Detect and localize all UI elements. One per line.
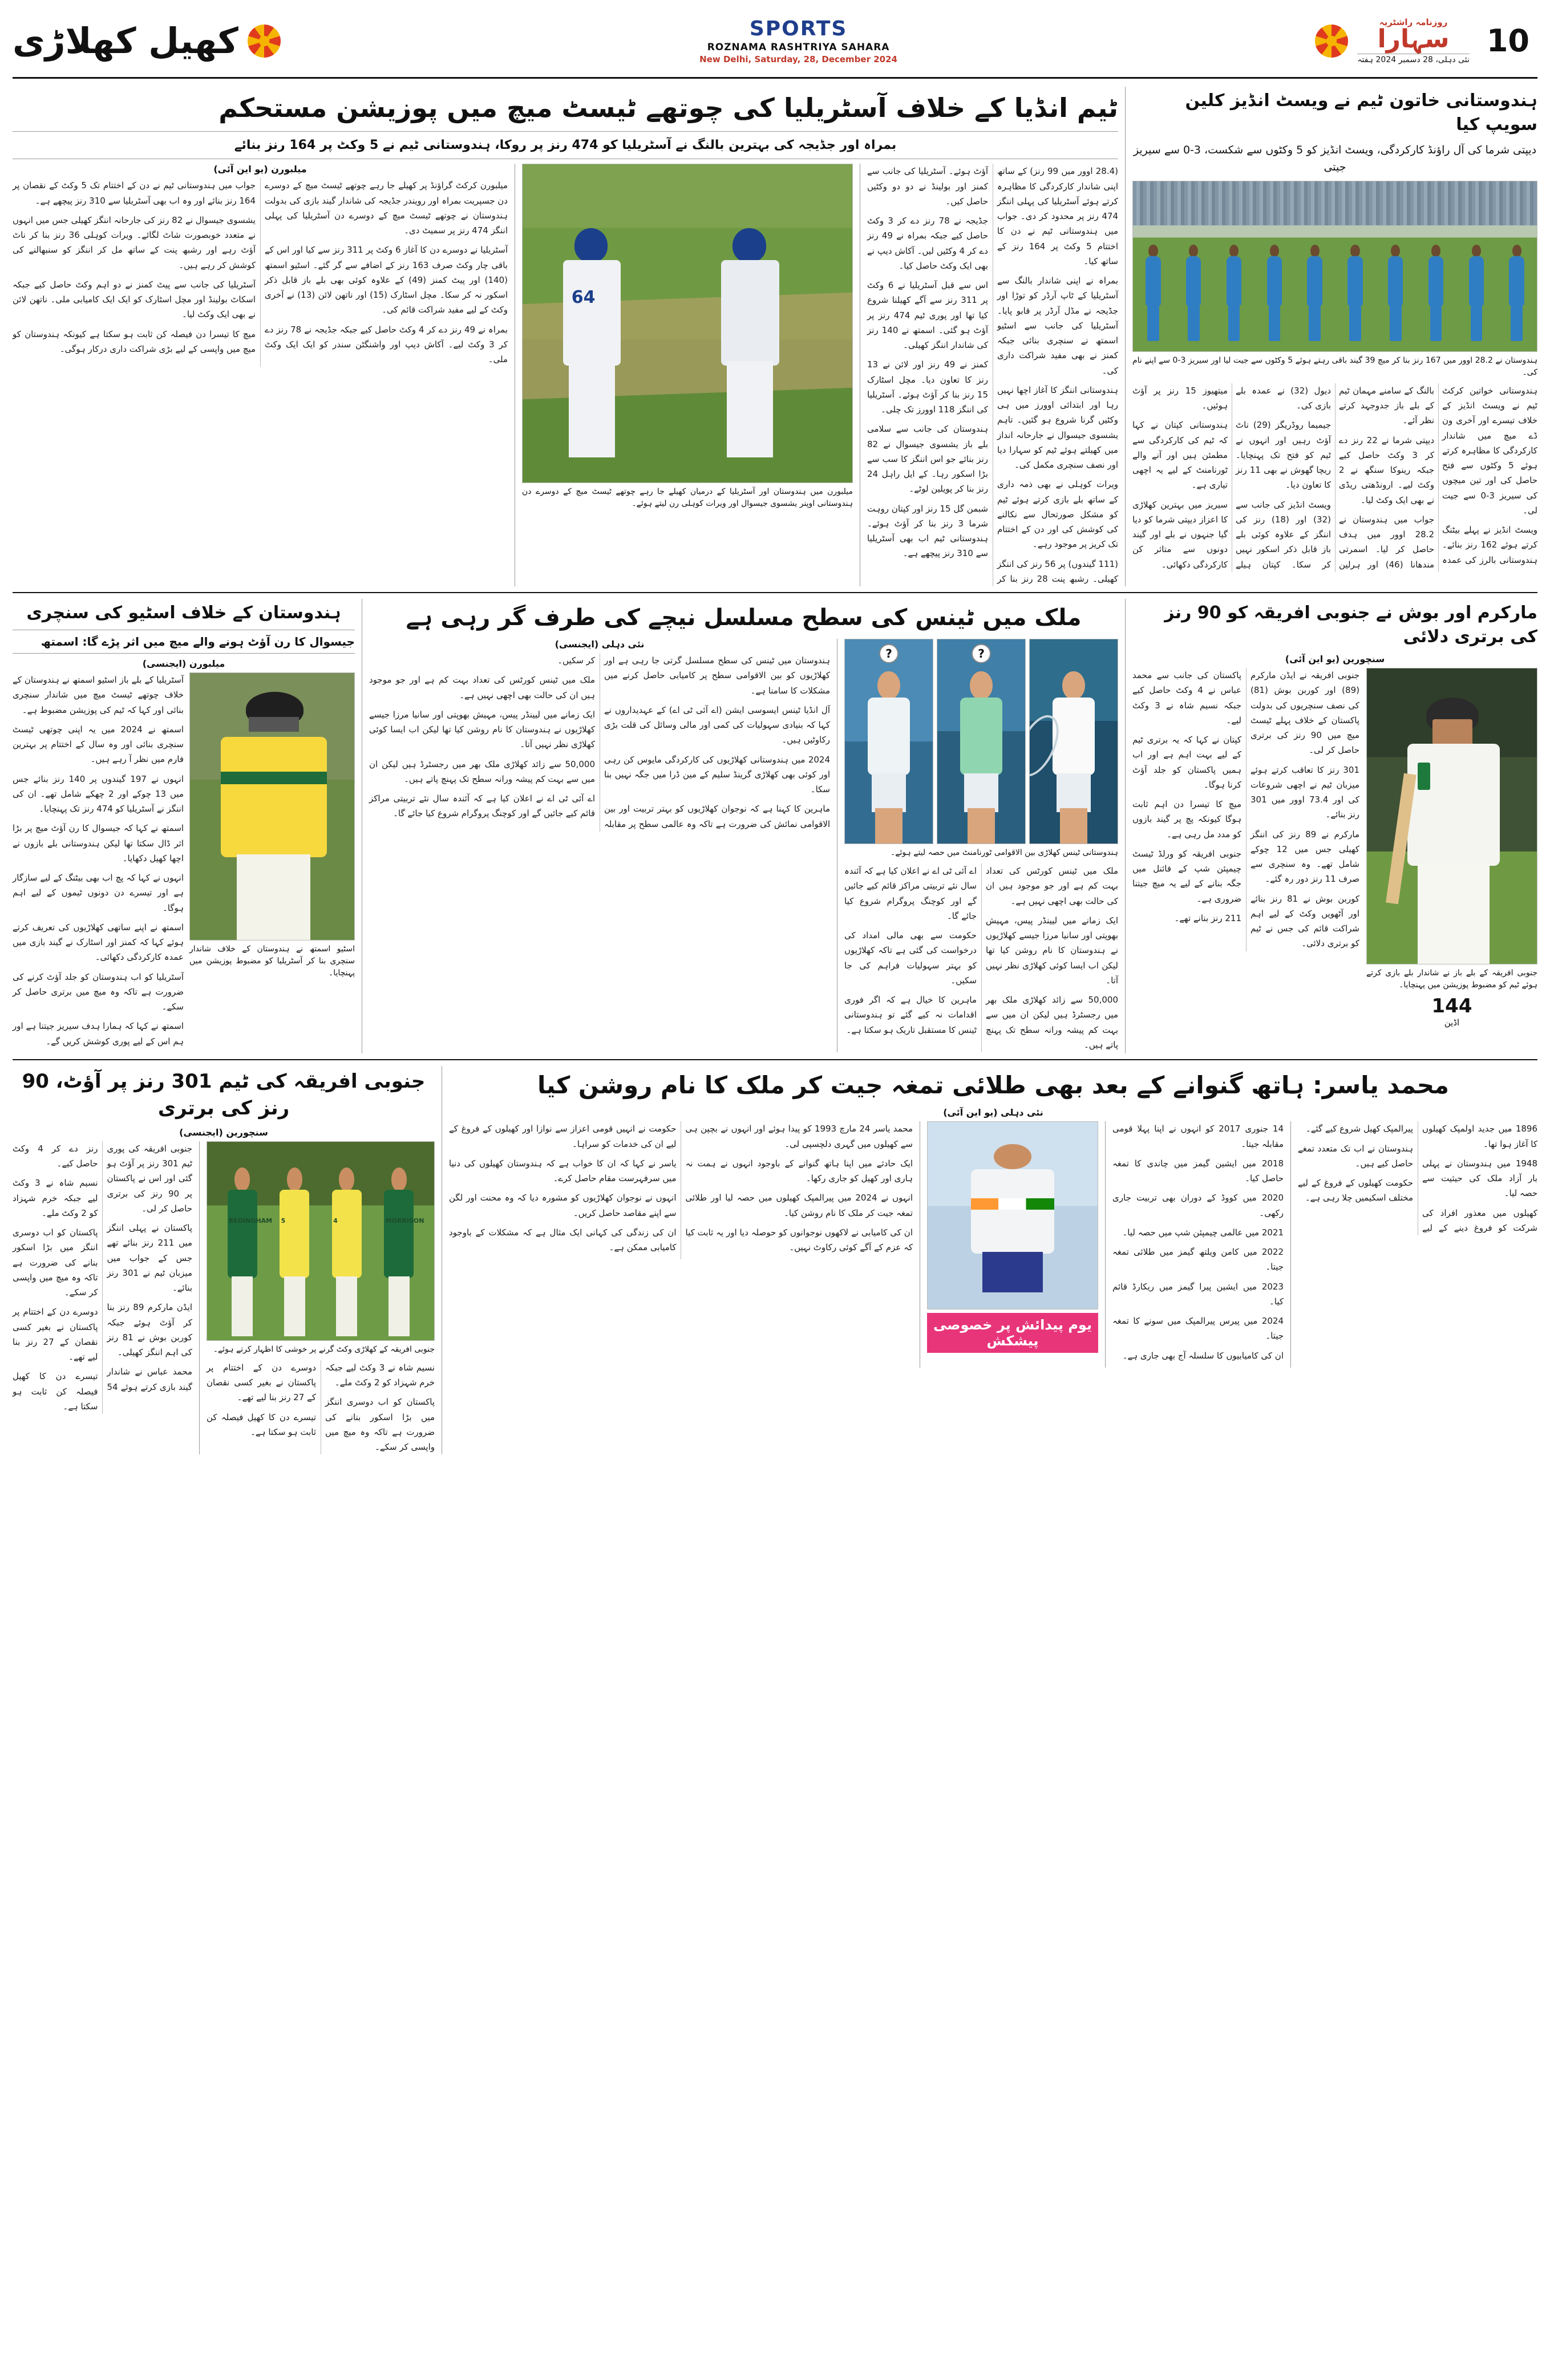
- yasir-story: [449, 1066, 1537, 1455]
- lead-para: ہندوستان کی جانب سے سلامی بلے باز یشسوی جیسوال نے 82 رنز بنائے جو اس اننگز کا سب سے بڑا اسکور رہا۔ کے ایل راہل 24 رنز بنا کر پویلین لوٹے۔: [867, 424, 988, 494]
- paper-date-en: New Delhi, Saturday, 28, December 2024: [699, 54, 897, 64]
- smith-story: [13, 599, 355, 1053]
- section-title-en: SPORTS: [749, 17, 848, 40]
- markram-stat-label: اڈین: [1444, 1017, 1460, 1028]
- logo-main-text: سہارا: [1377, 24, 1450, 54]
- lead-deck: بمراہ اور جڈیجہ کی بہترین بالنگ نے آسٹریلیا کو 474 رنز پر روکا، ہندوستانی ٹیم نے 5 وکٹ پر 164 رنز بنائے: [13, 131, 1118, 159]
- south-africa-batsman-photo: [1366, 668, 1537, 964]
- yasir-para: حکومت نے انہیں قومی اعزاز سے نوازا اور کھیلوں کے فروغ کے لیے ان کی خدمات کو سراہا۔: [449, 1124, 677, 1149]
- sa301-para: دوسرے دن کے اختتام پر پاکستان نے بغیر کسی نقصان کے 27 رنز بنا لیے تھے۔: [207, 1362, 316, 1403]
- markram-para: جنوبی افریقہ کو ورلڈ ٹیسٹ چیمپئن شپ کے فائنل میں جگہ بنانے کے لیے یہ میچ جیتنا ضروری ہے۔: [1132, 848, 1241, 904]
- masthead-left: [1310, 10, 1537, 71]
- smith-subhead: جیسوال کا رن آؤٹ ہونے والے میچ میں اثر پڑے گا: اسمتھ: [13, 630, 355, 654]
- lead-side-para: میلبورن کرکٹ گراؤنڈ پر کھیلے جا رہے چوتھے ٹیسٹ میچ کے دوسرے دن جسپریت بمراہ اور رویندر جڈیجہ کی شاندار گیند بازی کی بدولت ہندوستان نے چوتھے ٹیسٹ میچ کے دوسرے دن آسٹریلیا کی پہلی اننگز 474 رنز پر سمیٹ دی۔: [265, 180, 508, 236]
- birthday-special-band: یوم پیدائش پر خصوصی پیشکش: [927, 1313, 1098, 1353]
- yasir-list-item: 2018 میں ایشین گیمز میں چاندی کا تمغہ حاصل کیا۔: [1112, 1158, 1284, 1184]
- markram-para: کوربن بوش نے 81 رنز بنائے اور آٹھویں وکٹ کے لیے اہم شراکت قائم کی جس نے ٹیم کو برتری دلائی۔: [1250, 893, 1359, 949]
- smith-para: آسٹریلیا کے بلے باز اسٹیو اسمتھ نے ہندوستان کے خلاف چوتھے ٹیسٹ میچ میں شاندار سنچری بنائی اور کہا کہ ٹیم کی پوزیشن مضبوط ہے۔: [13, 675, 184, 715]
- sa301-body-right: [13, 1141, 192, 1414]
- tennis-photo-col: [844, 639, 1118, 1052]
- smith-inner: [13, 672, 355, 1053]
- yasir-para: ہندوستان نے اب تک متعدد تمغے حاصل کیے ہیں۔: [1298, 1143, 1413, 1169]
- yasir-main-text: [449, 1121, 913, 1368]
- smith-para: اسمتھ نے کہا کہ ہمارا ہدف سیریز جیتنا ہے اور ہم اس کے لیے پوری کوشش کریں گے۔: [13, 1021, 184, 1047]
- lead-byline: میلبورن (یو این آئی): [213, 164, 307, 175]
- logo-top-text: روزنامہ راشٹریہ: [1379, 17, 1448, 27]
- lead-para: کمنز نے 49 رنز اور لائن نے 13 رنز کا تعاون دیا۔ مچل اسٹارک 15 رنز بنا کر آؤٹ ہوئے۔ آسٹریلیا کی اننگز 118 اوورز تک چلی۔: [867, 359, 988, 415]
- markram-photo-caption: جنوبی افریقہ کے بلے باز نے شاندار بلے بازی کرتے ہوئے ٹیم کو مضبوط پوزیشن میں پہنچایا۔: [1366, 968, 1537, 990]
- lead-para: جڈیجہ نے 78 رنز دے کر 3 وکٹ حاصل کیے جبکہ بمراہ نے 49 رنز دے کر 4 وکٹیں لیں۔ آکاش دیپ نے بھی ایک وکٹ حاصل کیا۔: [867, 216, 989, 271]
- yasir-list-item: 2024 میں پیرس پیرالمپک میں سونے کا تمغہ جیتا۔: [1112, 1316, 1284, 1341]
- sun-flower-icon-2: [248, 25, 281, 58]
- women-para: جواب میں ہندوستان نے 28.2 اوور میں ہدف حاصل کر لیا۔ اسمرتی مندھانا (46) اور ہرلین دیول (32) نے عمدہ بلے بازی کی۔: [1236, 385, 1434, 570]
- markram-para: میچ کا تیسرا دن اہم ثابت ہوگا کیونکہ پچ پر گیند بازوں کو مدد مل رہی ہے۔: [1132, 799, 1241, 840]
- sa301-para: نسیم شاہ نے 3 وکٹ لیے جبکہ خرم شہزاد کو 2 وکٹ ملے۔: [13, 1178, 98, 1218]
- middle-row: [13, 599, 1537, 1053]
- smith-para: انہوں نے کہا کہ پچ اب بھی بیٹنگ کے لیے سازگار ہے اور تیسرے دن دونوں ٹیموں کے لیے اہم ہوگا۔: [13, 873, 184, 913]
- tennis-story: [369, 599, 1118, 1053]
- smith-photo-col: [189, 672, 355, 1053]
- lead-photo-caption: میلبورن میں ہندوستان اور آسٹریلیا کے درمیان کھیلے جا رہے چوتھے ٹیسٹ میچ کے دوسرے دن ہندوستانی اوپنر یشسوی جیسوال اور ویرات کوہلی رن لیتے ہوئے۔: [522, 487, 853, 509]
- masthead-right: [13, 10, 286, 71]
- tennis-inner: [369, 639, 1118, 1052]
- vertical-rule: [1105, 1121, 1106, 1368]
- india-women-team-photo: [1132, 181, 1537, 352]
- kohli-medal-photo: [927, 1121, 1098, 1309]
- australia-celebration-photo: [207, 1141, 435, 1341]
- markram-body: [1132, 668, 1359, 951]
- batsmen-running-photo: [522, 164, 853, 483]
- yasir-list-item: 14 جنوری 2017 کو انہوں نے اپنا پہلا قومی مقابلہ جیتا۔: [1112, 1124, 1284, 1149]
- yasir-para: محمد یاسر 24 مارچ 1993 کو پیدا ہوئے اور انہوں نے بچپن ہی سے کھیلوں میں گہری دلچسپی لی۔: [685, 1124, 913, 1149]
- lead-left-cols: [867, 164, 1118, 586]
- tennis-body-right: [369, 653, 830, 832]
- sa301-para: پاکستان کو اب دوسری اننگز میں بڑا اسکور بنانے کی ضرورت ہے تاکہ وہ میچ میں واپسی کر سکے۔: [325, 1397, 435, 1453]
- sa301-photo-caption: جنوبی افریقہ کے کھلاڑی وکٹ گرنے پر خوشی کا اظہار کرتے ہوئے۔: [213, 1344, 435, 1354]
- yasir-right-list: [1112, 1121, 1284, 1368]
- lead-side-para: آسٹریلیا نے دوسرے دن کا آغاز 6 وکٹ پر 311 رنز سے کیا اور اس کے باقی چار وکٹ صرف 163 رنز کے اضافے سے گر گئے۔ اسٹیو اسمتھ (140) اور پیٹ کمنز (49) کے علاوہ کوئی بھی بلے باز قابل ذکر اسکور نہ کر سکا۔ مچل اسٹارک (15) اور ناتھن لائن (13) نے آخری وکٹ کے لیے مفید شراکت قائم کی۔: [265, 245, 508, 315]
- lead-side-para: میچ کا تیسرا دن فیصلہ کن ثابت ہو سکتا ہے کیونکہ ہندوستان کو میچ میں واپسی کے لیے بڑی شراکت داری درکار ہوگی۔: [13, 329, 256, 354]
- logo-date-text: نئی دہلی، 28 دسمبر 2024 ہفتہ: [1357, 54, 1470, 64]
- bottom-row: [13, 1066, 1537, 1455]
- yasir-list-item: ان کی کامیابیوں کا سلسلہ آج بھی جاری ہے۔: [1122, 1350, 1284, 1361]
- lead-inner-row: [13, 164, 1118, 586]
- yasir-list-item: 2020 میں کووڈ کے دوران بھی تربیت جاری رکھی۔: [1112, 1193, 1284, 1218]
- tennis-para: ایک زمانے میں لیینڈر پیس، مہیش بھوپتی اور سانیا مرزا جیسے کھلاڑیوں نے ہندوستان کا نام روشن کیا تھا لیکن اب ایسا کوئی کھلاڑی نظر نہیں آتا۔: [986, 915, 1118, 986]
- tennis-para: ماہرین کا کہنا ہے کہ نوجوان کھلاڑیوں کو بہتر تربیت اور بین الاقوامی نمائش کی ضرورت ہے تاکہ وہ عالمی سطح پر مقابلہ کر سکیں۔: [557, 655, 830, 829]
- markram-para: پاکستان کی جانب سے محمد عباس نے 4 وکٹ حاصل کیے جبکہ نسیم شاہ نے 3 وکٹ لیے۔: [1132, 670, 1241, 725]
- lead-right-cols: [13, 178, 508, 367]
- yasir-photo-col: [927, 1121, 1098, 1368]
- yasir-para: ایک حادثے میں اپنا ہاتھ گنوانے کے باوجود انہوں نے ہمت نہ ہاری اور کھیل کو جاری رکھا۔: [685, 1158, 913, 1184]
- lead-side-para: آسٹریلیا کی جانب سے پیٹ کمنز نے دو اہم وکٹ حاصل کیے جبکہ اسکاٹ بولینڈ اور مچل اسٹارک کو ایک ایک کامیابی ملی۔ ناتھن لائن نے بھی ایک وکٹ لیا۔: [13, 279, 256, 320]
- lead-right-text: [13, 164, 508, 586]
- yasir-para: یاسر نے کہا کہ ان کا خواب ہے کہ ہندوستان کھیلوں کی دنیا میں سرفہرست مقام حاصل کرے۔: [449, 1158, 677, 1184]
- sa301-headline: جنوبی افریقہ کی ٹیم 301 رنز پر آؤٹ، 90 رنز کی برتری: [22, 1069, 426, 1120]
- question-badge-icon: ?: [972, 644, 991, 663]
- markram-para: 301 رنز کا تعاقب کرتے ہوئے میزبان ٹیم نے اچھی شروعات کی اور 73.4 اوور میں 301 رنز بنائے۔: [1250, 764, 1359, 820]
- women-para: جیمیما روڈریگز (29) ناٹ آؤٹ رہیں اور انہوں نے ٹیم کو فتح تک پہنچایا۔ ریچا گھوش نے بھی 11 رنز کا تعاون دیا۔: [1236, 420, 1331, 490]
- lead-side-para: یشسوی جیسوال نے 82 رنز کی جارحانہ اننگز کھیلی جس میں انہوں نے متعدد خوبصورت شاٹ لگائے۔ ویرات کوہلی 36 رنز بنا کر ناٹ آؤٹ رہے اور رشبھ پنت کے ساتھ مل کر اننگز کو سنبھالنے کی کوشش کر رہے ہیں۔: [13, 214, 256, 270]
- sa301-inner: [13, 1141, 435, 1455]
- tennis-para: آل انڈیا ٹینس ایسوسی ایشن (اے آئی ٹی اے) کے عہدیداروں نے کہا کہ بنیادی سہولیات کی کمی اور مالی وسائل کی قلت بڑی رکاوٹیں ہیں۔: [604, 704, 830, 745]
- yasir-headline: محمد یاسر: ہاتھ گنوانے کے بعد بھی طلائی تمغہ جیت کر ملک کا نام روشن کیا: [537, 1071, 1450, 1099]
- lead-para: ہندوستانی اننگز کا آغاز اچھا نہیں رہا اور ابتدائی اوورز میں ہی وکٹیں گرنا شروع ہو گئیں۔ تاہم یشسوی جیسوال نے جارحانہ انداز میں کھیلتے ہوئے ٹیم کو سہارا دیا اور نصف سنچری مکمل کی۔: [997, 384, 1118, 471]
- yasir-byline: نئی دہلی (یو این آئی): [943, 1107, 1043, 1118]
- tennis-photo-caption: ہندوستانی ٹینس کھلاڑی بین الاقوامی ٹورنامنٹ میں حصہ لیتے ہوئے۔: [891, 848, 1118, 858]
- tennis-para: ایک زمانے میں لیینڈر پیس، مہیش بھوپتی اور سانیا مرزا جیسے کھلاڑیوں نے ہندوستان کا نام روشن کیا تھا لیکن اب ایسا کوئی کھلاڑی نظر نہیں آتا۔: [369, 709, 595, 750]
- paper-logo: [1354, 18, 1473, 64]
- smith-text-col: [13, 672, 189, 1053]
- section-title-ur: کھیل کھلاڑی: [13, 19, 238, 62]
- women-para: سیریز میں بہترین کھلاڑی کا اعزاز دیپتی شرما کو دیا گیا جنہوں نے بلے اور گیند دونوں سے متاثر کن کارکردگی دکھائی۔: [1132, 499, 1228, 570]
- player-number-5: 5: [281, 1217, 286, 1225]
- yasir-para: 1896 میں جدید اولمپک کھیلوں کا آغاز ہوا تھا۔: [1422, 1124, 1537, 1149]
- markram-headline: مارکرم اور بوش نے جنوبی افریقہ کو 90 رنز کی برتری دلائی: [1164, 603, 1537, 647]
- lead-left-text: [867, 164, 1118, 586]
- tennis-player-1: [1029, 639, 1118, 844]
- tennis-text-col: [369, 639, 830, 1052]
- yasir-left-cols: [1298, 1121, 1537, 1235]
- tennis-para: 50,000 سے زائد کھلاڑی ملک بھر میں رجسٹرڈ ہیں لیکن ان میں سے بہت کم پیشہ ورانہ سطح تک پہنچ پاتے ہیں۔: [986, 995, 1118, 1050]
- lead-para: بمراہ نے اپنی شاندار بالنگ سے آسٹریلیا کے ٹاپ آرڈر کو توڑا اور جڈیجہ نے مڈل آرڈر پر قابو پایا۔ آسٹریلیا کی جانب سے اسٹیو اسمتھ نے سنچری بنائی جبکہ کمنز نے بھی مفید شراکت داری کی۔: [997, 275, 1118, 376]
- tennis-headline: ملک میں ٹینس کی سطح مسلسل نیچے کی طرف گر رہی ہے: [406, 605, 1082, 631]
- yasir-para: حکومت کھیلوں کے فروغ کے لیے مختلف اسکیمیں چلا رہی ہے۔: [1298, 1178, 1413, 1203]
- smith-para: اسمتھ نے 2024 میں یہ اپنی چوتھی ٹیسٹ سنچری بنائی اور وہ سال کے اختتام پر بہترین فارم میں نظر آ رہے ہیں۔: [13, 724, 184, 765]
- yasir-list-item: 2022 میں کامن ویلتھ گیمز میں طلائی تمغہ جیتا۔: [1112, 1247, 1284, 1272]
- sa301-para: پاکستان کو اب دوسری اننگز میں بڑا اسکور بنانے کی ضرورت ہے تاکہ وہ میچ میں واپسی کر سکے۔: [13, 1227, 98, 1298]
- yasir-left-text: [1298, 1121, 1537, 1368]
- lead-side-para: جواب میں ہندوستانی ٹیم نے دن کے اختتام تک 5 وکٹ کے نقصان پر 164 رنز بنائے اور وہ اب بھی آسٹریلیا سے 310 رنز پیچھے ہے۔: [13, 180, 256, 206]
- sa301-photo-col: [207, 1141, 435, 1455]
- page-number: 10: [1486, 22, 1529, 59]
- markram-inner: [1132, 668, 1537, 1028]
- markram-stat-number: 144: [1431, 995, 1472, 1018]
- tennis-para: اے آئی ٹی اے نے اعلان کیا ہے کہ آئندہ سال نئے تربیتی مراکز قائم کیے جائیں گے اور کوچنگ پروگرام شروع کیا جائے گا۔: [844, 866, 977, 921]
- markram-para: 211 رنز بنانے تھے۔: [1174, 913, 1241, 923]
- women-para: ویسٹ انڈیز نے پہلے بیٹنگ کرتے ہوئے 162 رنز بنائے۔ ہندوستانی بالرز کی عمدہ بالنگ کے سامنے مہمان ٹیم کے بلے باز جدوجہد کرتے نظر آئے۔: [1339, 385, 1537, 565]
- markram-para: جنوبی افریقہ نے ایڈن مارکرم (89) اور کوربن بوش (81) کی نصف سنچریوں کی بدولت پاکستان کے خلاف پہلے ٹیسٹ میچ میں 90 رنز کی برتری حاصل کر لی۔: [1250, 670, 1359, 756]
- sa301-byline: سنچورین (ایجنسی): [179, 1126, 268, 1138]
- yasir-inner: [449, 1121, 1537, 1368]
- markram-para: مارکرم نے 89 رنز کی اننگز کھیلی جس میں 12 چوکے شامل تھے۔ وہ سنچری سے صرف 11 رنز دور رہ گئے۔: [1250, 829, 1359, 885]
- sa301-para: دوسرے دن کے اختتام پر پاکستان نے بغیر کسی نقصان کے 27 رنز بنا لیے تھے۔: [13, 1307, 98, 1363]
- yasir-list-item: 2023 میں ایشین پیرا گیمز میں ریکارڈ قائم کیا۔: [1112, 1281, 1284, 1307]
- women-headline: ہندوستانی خاتون ٹیم نے ویسٹ انڈیز کلین سویپ کیا: [1185, 91, 1537, 135]
- yasir-para: ان کی کامیابی نے لاکھوں نوجوانوں کو حوصلہ دیا اور یہ ثابت کیا کہ عزم کے آگے کوئی رکاوٹ نہیں۔: [685, 1227, 913, 1253]
- sa301-para: تیسرے دن کا کھیل فیصلہ کن ثابت ہو سکتا ہے۔: [207, 1412, 316, 1437]
- yasir-list-item: 2021 میں عالمی چیمپئن شپ میں حصہ لیا۔: [1122, 1227, 1284, 1238]
- player-number-4: 4: [333, 1217, 338, 1225]
- lead-para: شبمن گل 15 رنز اور کپتان روہت شرما 3 رنز بنا کر آؤٹ ہوئے۔ ہندوستانی ٹیم اب بھی آسٹریلیا سے 310 رنز پیچھے ہے۔: [867, 503, 988, 559]
- yasir-main-cols: [449, 1121, 913, 1259]
- top-row: [13, 87, 1537, 586]
- sa301-para: محمد عباس نے شاندار گیند بازی کرتے ہوئے 54 رنز دے کر 4 وکٹ حاصل کیے۔: [13, 1143, 192, 1392]
- player-name-2: BEDINGHAM: [229, 1217, 273, 1225]
- smith-byline: میلبورن (ایجنسی): [142, 658, 225, 670]
- tennis-para: اے آئی ٹی اے نے اعلان کیا ہے کہ آئندہ سال نئے تربیتی مراکز قائم کیے جائیں گے اور کوچنگ پروگرام شروع کیا جائے گا۔: [369, 793, 595, 819]
- sa301-body-left: [207, 1360, 435, 1455]
- sa301-para: ایڈن مارکرم 89 رنز بنا کر آؤٹ ہوئے جبکہ کوربن بوش نے 81 رنز کی اہم اننگز کھیلی۔: [107, 1302, 192, 1358]
- markram-byline: سنچورین (یو این آئی): [1285, 654, 1385, 665]
- tennis-para: ملک میں ٹینس کورٹس کی تعداد بہت کم ہے اور جو موجود ہیں ان کی حالت بھی اچھی نہیں ہے۔: [369, 675, 595, 700]
- paper-name-en: ROZNAMA RASHTRIYA SAHARA: [707, 42, 890, 53]
- vertical-rule: [1125, 599, 1126, 1053]
- tennis-body-left: [844, 863, 1118, 1052]
- sa301-para: پاکستان نے پہلی اننگز میں 211 رنز بنائے تھے جس کے جواب میں میزبان ٹیم نے 301 رنز بنائے۔: [107, 1223, 192, 1294]
- steve-smith-photo: [189, 672, 355, 940]
- question-badge-icon-2: ?: [879, 644, 899, 663]
- vertical-rule: [1290, 1121, 1291, 1368]
- smith-para: اسمتھ نے اپنے ساتھی کھلاڑیوں کی تعریف کرتے ہوئے کہا کہ کمنز اور اسٹارک نے گیند بازی میں عمدہ کارکردگی دکھائی۔: [13, 922, 184, 963]
- yasir-para: 1948 میں ہندوستان نے پہلی بار آزاد ملک کی حیثیت سے حصہ لیا۔: [1422, 1158, 1537, 1199]
- tennis-player-2: [937, 639, 1026, 844]
- sa301-para: نسیم شاہ نے 3 وکٹ لیے جبکہ خرم شہزاد کو 2 وکٹ ملے۔: [325, 1362, 435, 1388]
- lead-headline: ٹیم انڈیا کے خلاف آسٹریلیا کی چوتھے ٹیسٹ میچ میں پوزیشن مستحکم: [218, 92, 1118, 123]
- sa301-para: تیسرے دن کا کھیل فیصلہ کن ثابت ہو سکتا ہے۔: [13, 1371, 98, 1412]
- women-photo-caption: ہندوستان نے 28.2 اوور میں 167 رنز بنا کر میچ 39 گیند باقی رہتے ہوئے 5 وکٹوں سے جیت لیا اور سیریز 3-0 سے اپنے نام کی۔: [1132, 355, 1538, 377]
- lead-para: (111 گیندوں) پر 56 رنز کی اننگز کھیلی۔ رشبھ پنت 28 رنز بنا کر آؤٹ ہوئے۔ آسٹریلیا کی جانب سے کمنز اور بولینڈ نے دو دو وکٹیں حاصل کیں۔: [867, 166, 1119, 584]
- sa301-text-col: [13, 1141, 192, 1455]
- women-deck: دیپتی شرما کی آل راؤنڈ کارکردگی، ویسٹ انڈیز کو 5 وکٹوں سے شکست، 3-0 سے سیریز جیتی: [1133, 144, 1537, 174]
- yasir-para: انہوں نے 2024 میں پیرالمپک کھیلوں میں حصہ لیا اور طلائی تمغہ جیت کر ملک کا نام روشن کیا۔: [685, 1193, 913, 1218]
- smith-para: اسمتھ نے کہا کہ جیسوال کا رن آؤٹ میچ پر بڑا اثر ڈال سکتا تھا لیکن ہندوستانی بلے بازوں نے اچھا کھیل دکھایا۔: [13, 823, 184, 863]
- lead-story: [13, 87, 1118, 586]
- women-para: ویسٹ انڈیز کی جانب سے (32) اور (18) رنز کی اننگز کے علاوہ کوئی بلے باز قابل ذکر اسکور نہیں کر سکا۔ کپتان ہیلے میتھیوز 15 رنز پر آؤٹ ہوئیں۔: [1132, 385, 1331, 570]
- player-name-1: MORRISON: [385, 1217, 424, 1225]
- lead-para: اس سے قبل آسٹریلیا نے 6 وکٹ پر 311 رنز سے آگے کھیلنا شروع کیا تھا اور پوری ٹیم 474 رنز پر آؤٹ ہو گئی۔ اسمتھ نے 140 رنز کی شاندار اننگز کھیلی۔: [867, 280, 989, 351]
- tennis-players-triptych: [844, 639, 1118, 844]
- markram-text-col: [1132, 668, 1366, 1028]
- jersey-number: 64: [571, 287, 596, 308]
- tennis-para: ہندوستان میں ٹینس کی سطح مسلسل گرتی جا رہی ہے اور کھلاڑیوں کو بین الاقوامی سطح پر کامیابی حاصل کرنے میں مشکلات کا سامنا ہے۔: [604, 655, 830, 696]
- yasir-para: کھیلوں میں معذور افراد کی شرکت کو فروغ دینے کے لیے پیرالمپک کھیل شروع کیے گئے۔: [1305, 1124, 1537, 1233]
- tennis-para: ملک میں ٹینس کورٹس کی تعداد بہت کم ہے اور جو موجود ہیں ان کی حالت بھی اچھی نہیں ہے۔: [986, 866, 1118, 906]
- tennis-player-3: [844, 639, 933, 844]
- women-para: دیپتی شرما نے 22 رنز دے کر 3 وکٹ حاصل کیے جبکہ رینوکا سنگھ نے 2 وکٹ لیے۔ ارونڈھتی ریڈی نے بھی ایک وکٹ لیا۔: [1339, 435, 1434, 505]
- sa301-story: [13, 1066, 435, 1455]
- tennis-byline: نئی دہلی (ایجنسی): [555, 639, 645, 650]
- women-story: [1132, 87, 1537, 586]
- horizontal-rule: [13, 592, 1537, 593]
- lead-side-para: بمراہ نے 49 رنز دے کر 4 وکٹ حاصل کیے جبکہ جڈیجہ نے 78 رنز دے کر 3 وکٹ لیے۔ آکاش دیپ اور واشنگٹن سندر کو ایک ایک وکٹ ملی۔: [265, 324, 508, 365]
- women-photo-wrap: [1132, 181, 1537, 379]
- sa301-para: جنوبی افریقہ کی پوری ٹیم 301 رنز پر آؤٹ ہو گئی اور اس نے پاکستان پر 90 رنز کی برتری حاصل کر لی۔: [107, 1143, 192, 1214]
- smith-para: انہوں نے 197 گیندوں پر 140 رنز بنائے جس میں 13 چوکے اور 2 چھکے شامل تھے۔ ان کی اننگز نے آسٹریلیا کو 474 رنز تک پہنچایا۔: [13, 773, 184, 814]
- markram-photo-col: [1366, 668, 1537, 1028]
- yasir-para: ان کی زندگی کی کہانی ایک مثال ہے کہ مشکلات کے باوجود کامیابی ممکن ہے۔: [449, 1227, 677, 1253]
- women-para: ہندوستانی خواتین کرکٹ ٹیم نے ویسٹ انڈیز کے خلاف تیسرے اور آخری ون ڈے میچ میں شاندار کارکردگی کا مظاہرہ کرتے ہوئے 5 وکٹوں سے فتح حاصل کی اور تین میچوں کی سیریز 3-0 سے جیت لی۔: [1442, 385, 1537, 516]
- tennis-para: حکومت سے بھی مالی امداد کی درخواست کی گئی ہے تاکہ کھلاڑیوں کو بہتر سہولیات فراہم کی جا سکیں۔: [844, 930, 977, 986]
- lead-para: ویرات کوہلی نے بھی ذمہ داری کے ساتھ بلے بازی کرتے ہوئے ٹیم کو مشکل صورتحال سے نکالنے کی کوشش کی اور دن کے اختتام تک کریز پر موجود رہے۔: [997, 479, 1118, 550]
- horizontal-rule-2: [13, 1059, 1537, 1060]
- markram-story: [1132, 599, 1537, 1053]
- markram-para: کپتان نے کہا کہ یہ برتری ٹیم کے لیے بہت اہم ہے اور اب ہمیں پاکستان کو جلد آؤٹ کرنا ہوگا۔: [1132, 735, 1241, 790]
- tennis-para: 50,000 سے زائد کھلاڑی ملک بھر میں رجسٹرڈ ہیں لیکن ان میں سے بہت کم پیشہ ورانہ سطح تک پہنچ پاتے ہیں۔: [369, 759, 595, 784]
- smith-photo-caption: اسٹیو اسمتھ نے ہندوستان کے خلاف شاندار سنچری بنا کر آسٹریلیا کو مضبوط پوزیشن میں پہنچایا۔: [189, 944, 355, 978]
- smith-headline: ہندوستان کے خلاف اسٹیو کی سنچری: [26, 603, 341, 623]
- women-body: [1132, 383, 1537, 572]
- vertical-rule: [1125, 87, 1126, 586]
- tennis-para: ماہرین کا خیال ہے کہ اگر فوری اقدامات نہ کیے گئے تو ہندوستانی ٹینس کا مستقبل تاریک ہو سکتا ہے۔: [844, 995, 977, 1035]
- masthead: [13, 10, 1537, 79]
- lead-photo-col: [522, 164, 853, 586]
- yasir-para: انہوں نے نوجوان کھلاڑیوں کو مشورہ دیا کہ وہ محنت اور لگن سے اپنے مقاصد حاصل کریں۔: [449, 1193, 677, 1218]
- women-para: ہندوستانی کپتان نے کہا کہ ٹیم کی کارکردگی سے مطمئن ہیں اور آنے والے ٹورنامنٹ کے لیے یہ اچھی تیاری ہے۔: [1132, 420, 1228, 490]
- smith-para: آسٹریلیا کو اب ہندوستان کو جلد آؤٹ کرنے کی ضرورت ہے تاکہ وہ میچ میں برتری حاصل کر سکے۔: [13, 971, 184, 1012]
- masthead-center: [286, 10, 1311, 71]
- tennis-para: 2024 میں ہندوستانی کھلاڑیوں کی کارکردگی مایوس کن رہی اور کوئی بھی کھلاڑی گرینڈ سلیم کے مین ڈرا میں جگہ نہیں بنا سکا۔: [604, 754, 830, 795]
- vertical-rule: [199, 1141, 200, 1455]
- lead-para: (28.4 اوور میں 99 رنز) کے ساتھ اپنی شاندار کارکردگی کا مظاہرہ کرتے ہوئے آسٹریلیا کی پہلی اننگز 474 رنز پر محدود کر دی۔ جواب میں ہندوستانی ٹیم نے دن کا اختتام 5 وکٹ پر 164 رنز کے ساتھ کیا۔: [997, 166, 1119, 266]
- sun-flower-icon: [1315, 25, 1348, 58]
